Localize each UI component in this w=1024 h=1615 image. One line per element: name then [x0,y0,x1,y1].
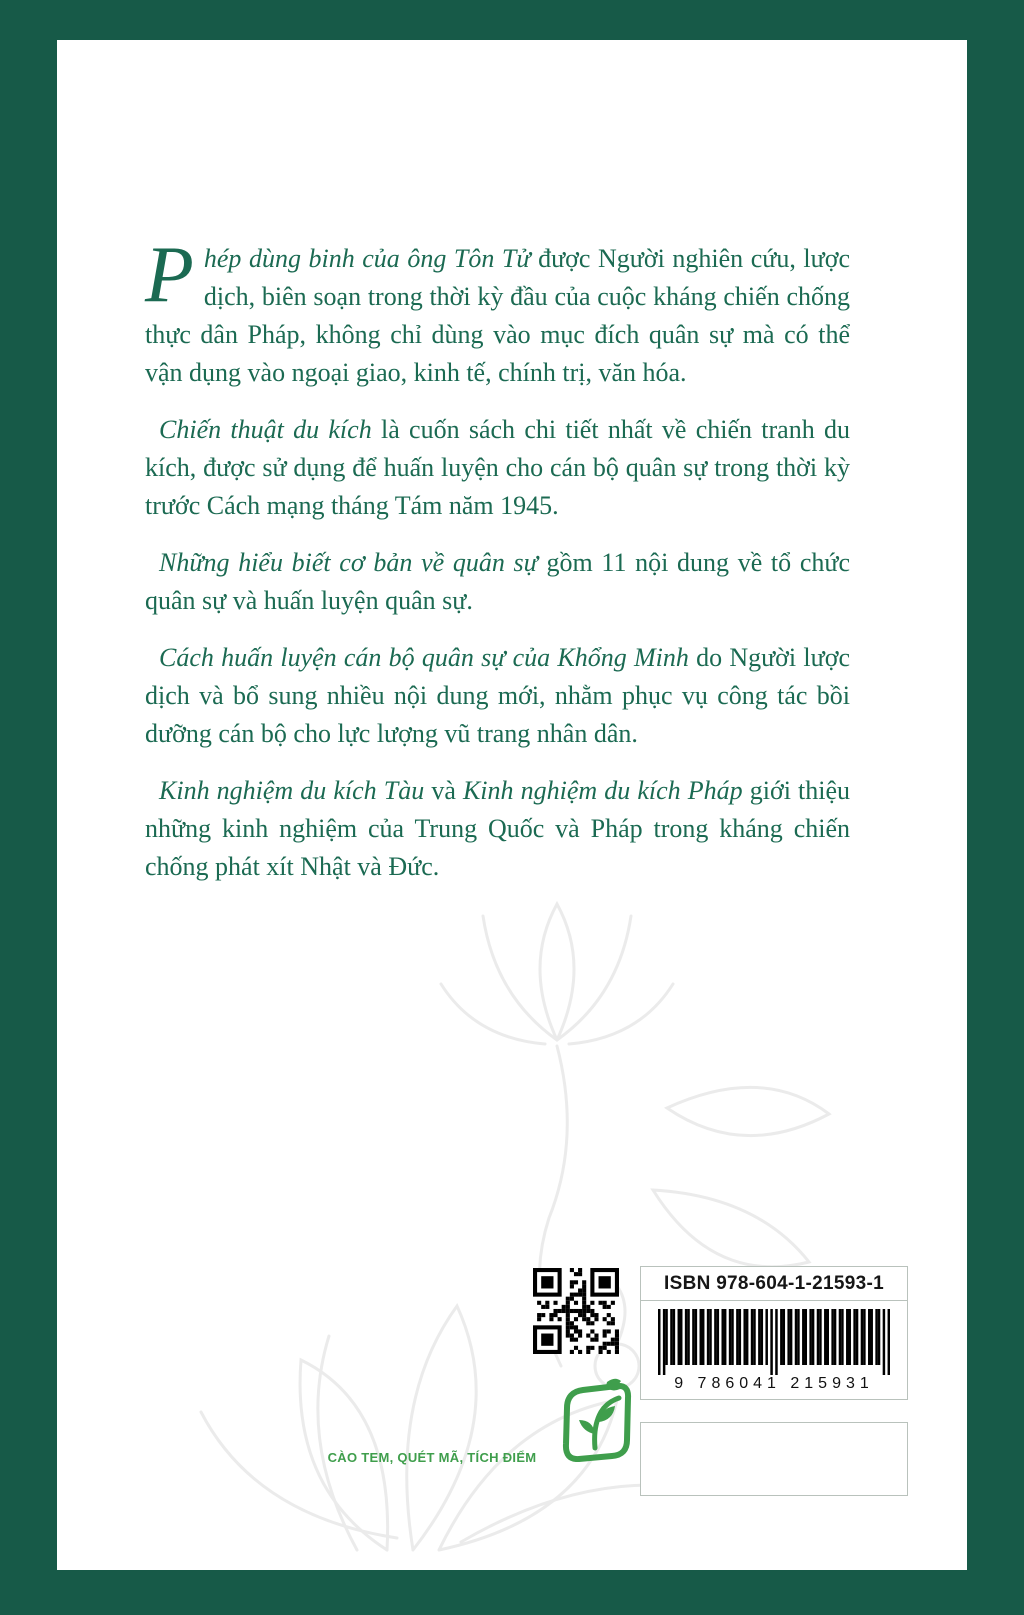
paragraph [145,231,850,392]
lotus-bird-logo-icon [557,1378,633,1462]
book-title: hép dùng binh của ông Tôn Tử [203,244,531,273]
paragraph [145,544,850,620]
paragraph [145,411,850,525]
book-title: Cách huấn luyện cán bộ quân sự của Khổng Minh [159,643,689,672]
body-text: do Người lược dịch và bổ sung nhiều nội dung mới, nhằm phục vụ công tác bồi dưỡng cán bộ cho lực lượng vũ trang nhân dân. [145,643,850,748]
paragraph [145,772,850,886]
description-text [145,231,850,905]
isbn-box [640,1266,908,1400]
book-title: Những hiểu biết cơ bản về quân sự [159,548,538,577]
book-title: Chiến thuật du kích [159,415,372,444]
cover-page [57,40,967,1570]
book-title: Kinh nghiệm du kích Tàu [159,776,425,805]
loyalty-text: CÀO TEM, QUÉT MÃ, TÍCH ĐIỂM [327,1450,537,1465]
paragraph [145,639,850,753]
barcode-digits: 9 786041 215931 [674,1375,874,1392]
body-text: là cuốn sách chi tiết nhất về chiến tranh du kích, được sử dụng để huấn luyện cho cán bộ quân sự trong thời kỳ trước Cách mạng tháng Tám năm 1945. [145,415,850,520]
body-text: giới thiệu những kinh nghiệm của Trung Quốc và Pháp trong kháng chiến chống phát xít Nhật và Đức. [145,776,850,881]
isbn-label: ISBN 978-604-1-21593-1 [641,1267,907,1301]
barcode [641,1301,907,1377]
drop-cap: P [145,231,194,319]
blank-price-box [640,1422,908,1496]
qr-code-icon [533,1268,619,1354]
book-title: Kinh nghiệm du kích Pháp [462,776,743,805]
body-text: và [424,776,463,805]
body-text: gồm 11 nội dung về tổ chức quân sự và huấn luyện quân sự. [145,548,850,615]
body-text: được Người nghiên cứu, lược dịch, biên soạn trong thời kỳ đầu của cuộc kháng chiến chống thực dân Pháp, không chỉ dùng vào mục đích quân sự mà có thể vận dụng vào ngoại giao, kinh tế, chính trị, văn hóa. [145,244,850,387]
